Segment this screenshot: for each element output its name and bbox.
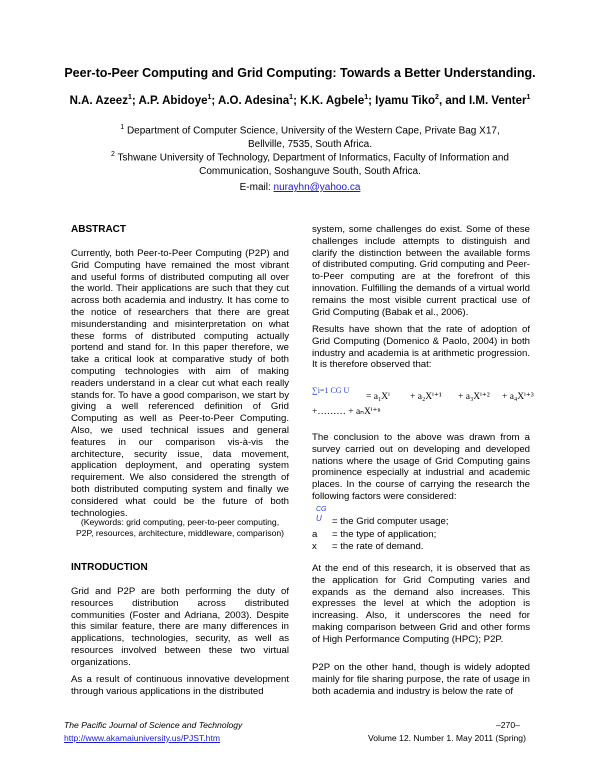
author: I.M. Venter [468,94,527,107]
journal-url-link[interactable]: http://www.akamaiuniversity.us/PJST.htm [64,733,221,743]
body-paragraph-3: The conclusion to the above was drawn from a survey carried out on developing and developed nations where the usage of Grid Computing gains prominence especially at industrial and academic places. In the course of carrying the research the following factors were considered: [312,432,530,502]
contact-email: E-mail: nurayhn@yahoo.ca [239,182,361,193]
email-link[interactable]: nurayhn@yahoo.ca [273,182,361,193]
author: K.K. Agbele [300,94,365,107]
variable-definitions: CG U = the Grid computer usage; a = the type of application; x = the rate of demand. [312,506,449,552]
author-list: N.A. Azeez$^1$; A.P. Abidoye$^1$; A.O. Adesina$^1$; K.K. Agbele$^1$; Iyamu Tiko$^2$, and I.M. Venter$^1$ [69,94,531,107]
page-number: –270– [496,720,520,730]
body-paragraph-2: Results have shown that the rate of adoption of Grid Computing (Domenico & Paolo, 2004) in both industry and academia is at arithmetic progression. It is therefore observed that: [312,324,530,371]
affiliation-1: $^1$ Department of Computer Science, University of the Western Cape, Private Bag X17, Bellville, 7535, South Africa. [120,124,500,151]
author: A.O. Adesina [218,94,290,107]
body-paragraph-1: system, some challenges do exist. Some of these challenges include attempts to distinguish and clarify the distinction between the available forms of distributed computing. Grid computing and Peer-to-Peer computing are at the forefront of this innovation. Fulfilling the demands of a virtual world remains the most visible current practical use of Grid Computing (Babak et al., 2006). [312,224,530,318]
volume-info: Volume 12. Number 1. May 2011 (Spring) [368,733,526,743]
equation-sum-symbol: ∑i=1 CG U [312,386,350,395]
journal-name: The Pacific Journal of Science and Technology [64,720,243,730]
body-paragraph-4: At the end of this research, it is observed that as the application for Grid Computing varies and expands as the demand also increases. This expresses the level at which the adoption is increasing. Also, it underscores the need for making comparison between Grid and other forms of High Performance Computing (HPC); P2P. [312,563,530,645]
keywords: (Keywords: grid computing, peer-to-peer computing, P2P, resources, architecture, middleware, comparison) [75,517,285,538]
author: Iyamu Tiko [375,94,436,107]
abstract-body: Currently, both Peer-to-Peer Computing (P2P) and Grid Computing have remained the most vibrant and useful forms of distributed computing all over the world. Their applications are such that they cut across both academia and industry. It has come to the notice of researchers that there are great misunderstanding and misinterpretation on what these forms of distributed computing actually portend and stand for. In this paper therefore, we take a critical look at comparative study of both computing technologies with aim of making readers understand in a clear cut what each really stands for. To have a good comparison, we start by giving a well referenced definition of Grid Computing as well as Peer-to-Peer Computing. Also, we used technical issues and general features in our comparison vis-à-vis the architecture, security issue, data movement, application deployment, and operating system requirement. We also considered the strength of both distributed computing system and finally we considered what could be the future of both technologies. [71,248,289,519]
abstract-heading: ABSTRACT [71,224,126,235]
introduction-heading: INTRODUCTION [71,562,148,573]
introduction-paragraph-2: As a result of continuous innovative development through various applications in the distributed [71,674,289,697]
introduction-paragraph-1: Grid and P2P are both performing the duty of resources distribution across distributed communities (Foster and Adriana, 2003). Despite this similar feature, there are many differences in applications, technologies, security, as well as resources involved between these two virtual organizations. [71,586,289,668]
affiliation-2: $^2$ Tshwane University of Technology, Department of Informatics, Faculty of Information and Communication, Soshanguve South, South Africa. [111,151,509,178]
adoption-equation: ∑i=1 CG U = a₁Xⁱ + a₂Xⁱ⁺¹ + a₃Xⁱ⁺² + a₄Xⁱ⁺³ +……… + aₙXⁱ⁺ⁿ [312,386,534,417]
paper-title: Peer-to-Peer Computing and Grid Computing: Towards a Better Understanding. [64,66,536,80]
body-paragraph-5: P2P on the other hand, though is widely adopted mainly for file sharing purpose, the rate of usage in both academia and industry is below the rate of [312,662,530,697]
author: A.P. Abidoye [138,94,208,107]
author: N.A. Azeez [69,94,128,107]
